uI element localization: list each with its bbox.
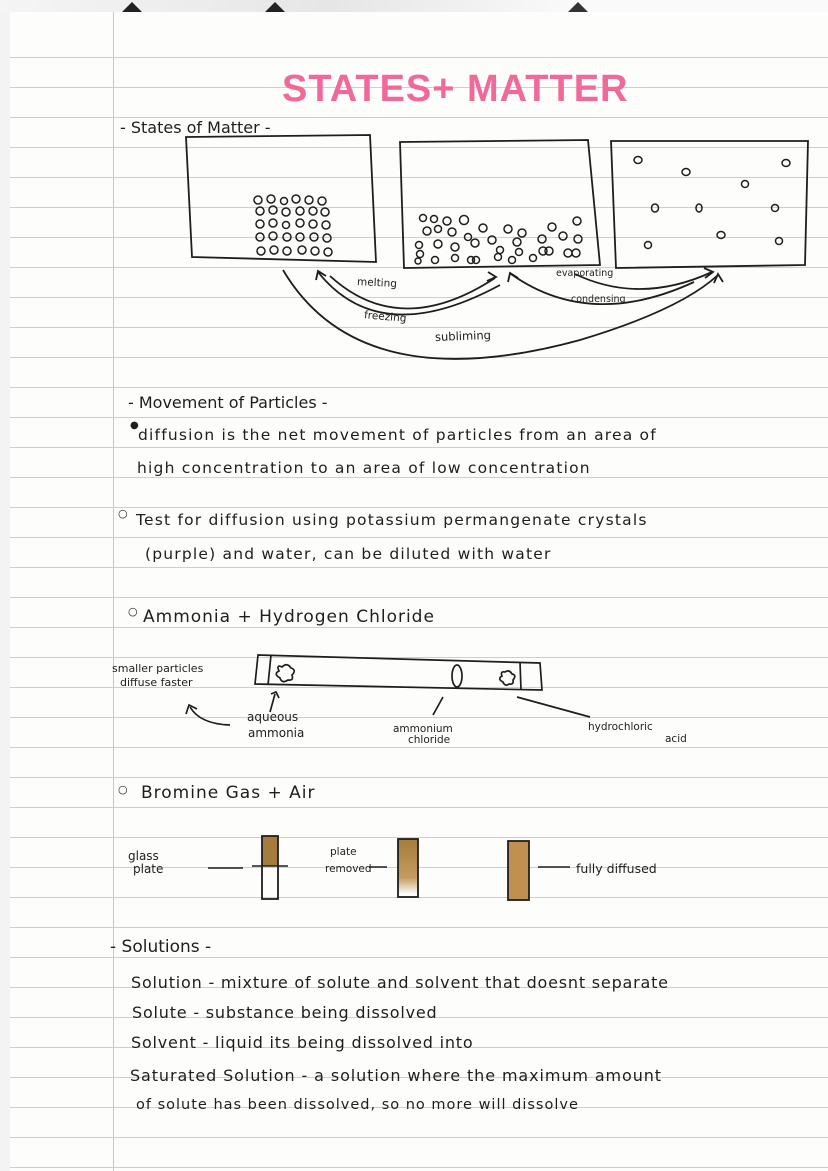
section-heading-ammonia: Ammonia + Hydrogen Chloride: [143, 607, 435, 627]
label-glass: glass: [128, 849, 159, 863]
bullet-icon: ○: [128, 605, 138, 618]
diffusion-test-line2: (purple) and water, can be diluted with water: [145, 545, 552, 563]
label-freezing: freezing: [363, 309, 407, 325]
label-ammonium: ammonium: [393, 723, 453, 735]
bullet-icon: ●: [130, 420, 139, 431]
note-smaller-particles-1: smaller particles: [112, 662, 204, 675]
diffusion-test-line1: Test for diffusion using potassium permangenate crystals: [136, 511, 648, 529]
label-plate-2: plate: [330, 846, 357, 858]
label-aqueous: aqueous: [247, 710, 299, 724]
definition-saturated-solution-cont: of solute has been dissolved, so no more will dissolve: [136, 1097, 579, 1113]
bullet-icon: ○: [118, 507, 128, 520]
label-subliming: subliming: [434, 328, 492, 344]
diffusion-definition-line1: diffusion is the net movement of particles from an area of: [138, 426, 657, 444]
label-plate: plate: [133, 862, 164, 876]
label-fully-diffused: fully diffused: [576, 861, 657, 876]
diffusion-definition-line2: high concentration to an area of low concentration: [137, 459, 591, 477]
label-chloride: chloride: [408, 734, 451, 746]
section-heading-states: - States of Matter -: [120, 118, 271, 137]
section-heading-solutions: - Solutions -: [110, 937, 212, 957]
bullet-icon: ○: [118, 783, 128, 796]
definition-saturated-solution: Saturated Solution - a solution where the maximum amount: [130, 1066, 662, 1085]
note-smaller-particles-2: diffuse faster: [120, 676, 193, 689]
label-melting: melting: [356, 275, 398, 291]
label-acid: acid: [665, 733, 687, 745]
definition-solvent: Solvent - liquid its being dissolved into: [131, 1033, 474, 1052]
label-hydrochloric: hydrochloric: [588, 721, 653, 733]
label-evaporating: evaporating: [556, 268, 614, 279]
label-ammonia: ammonia: [248, 726, 305, 740]
bromine-jar-3: [508, 841, 529, 900]
label-removed: removed: [325, 863, 372, 875]
section-heading-bromine: Bromine Gas + Air: [141, 783, 316, 803]
definition-solute: Solute - substance being dissolved: [132, 1003, 438, 1022]
label-condensing: condensing: [571, 294, 626, 305]
page-title: STATES+ MATTER: [282, 68, 629, 110]
definition-solution: Solution - mixture of solute and solvent that doesnt separate: [131, 973, 669, 992]
section-heading-movement: - Movement of Particles -: [128, 393, 328, 412]
